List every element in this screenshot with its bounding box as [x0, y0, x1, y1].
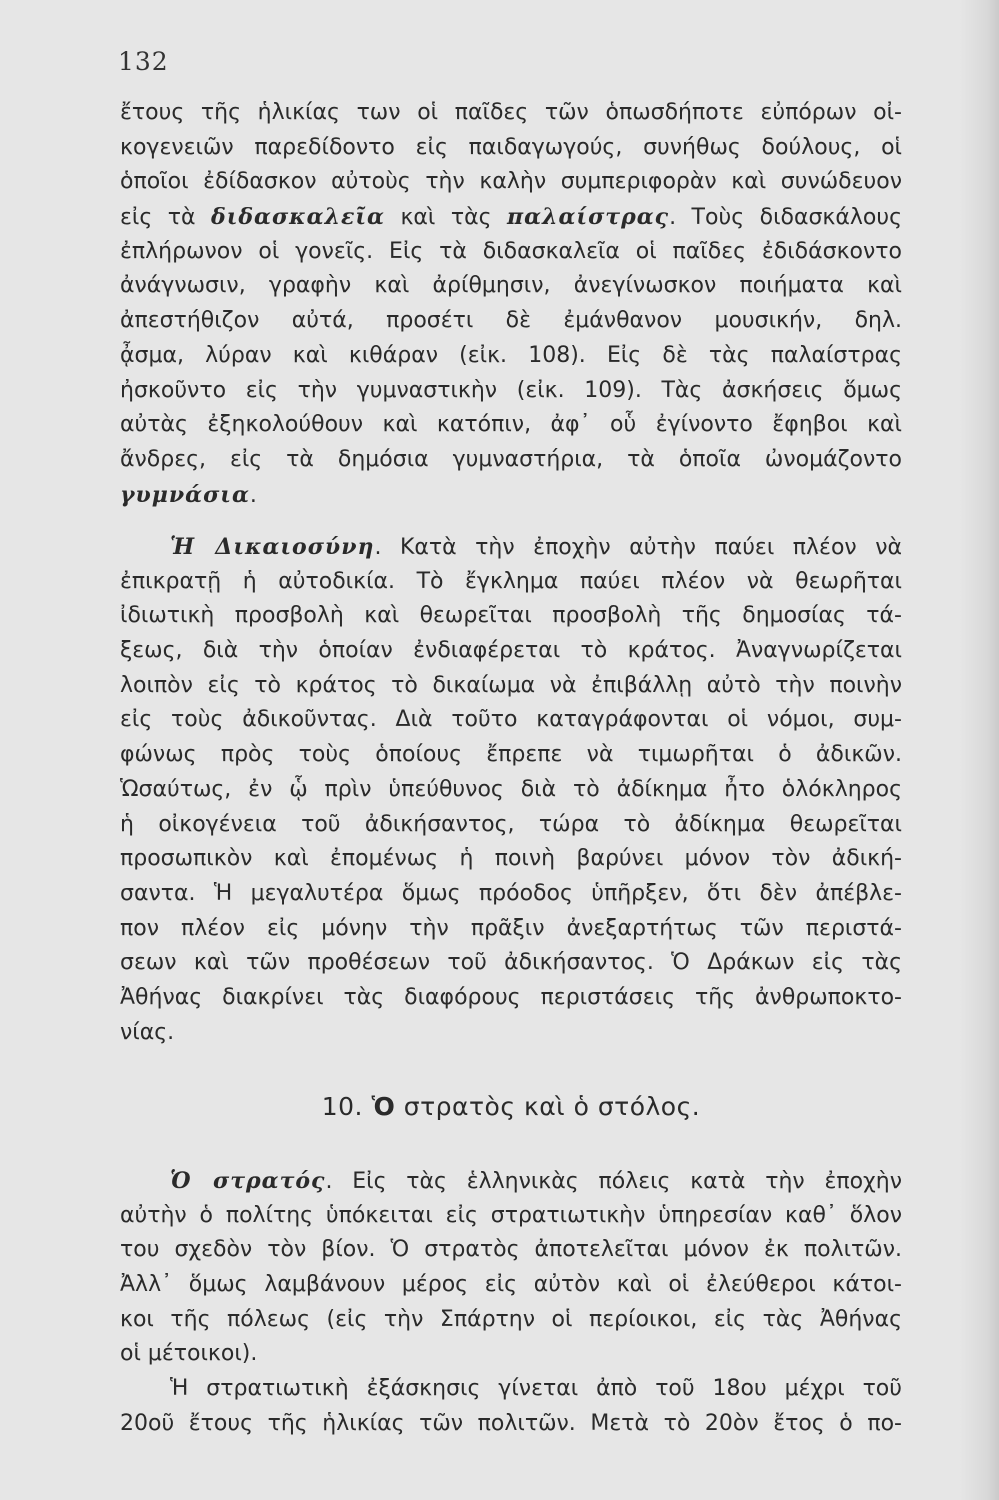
text-line: αὐτὰς ἐξηκολούθουν καὶ κατόπιν, ἀφ᾿ οὗ ἐγίνοντο ἔφηβοι καὶ [120, 412, 902, 438]
page-number: 132 [118, 47, 169, 76]
paragraph-justice [120, 530, 902, 1050]
section-title: στρατὸς καὶ ὁ στόλος. [403, 1092, 701, 1121]
paragraph-education [120, 96, 902, 512]
text-line: ξεως, διὰ τὴν ὁποίαν ἐνδιαφέρεται τὸ κράτος. Ἀναγνωρίζεται [120, 638, 902, 664]
text-line: πον πλέον εἰς μόνην τὴν πρᾶξιν ἀνεξαρτήτως τῶν περιστά- [120, 915, 902, 941]
text-line: κογενειῶν παρεδίδοντο εἰς παιδαγωγούς, συνήθως δούλους, οἱ [120, 134, 902, 160]
text-line: λοιπὸν εἰς τὸ κράτος τὸ δικαίωμα νὰ ἐπιβάλλῃ αὐτὸ τὴν ποινὴν [120, 672, 902, 698]
section-subheading: Ἡ Δικαιοσύνη [170, 534, 375, 560]
text-line: Ὡσαύτως, ἐν ᾧ πρὶν ὑπεύθυνος διὰ τὸ ἀδίκημα ἦτο ὁλόκληρος [120, 776, 902, 802]
text-line: Ἀθήνας διακρίνει τὰς διαφόρους περιστάσεις τῆς ἀνθρωποκτο- [120, 984, 902, 1010]
text-line: ἡ οἰκογένεια τοῦ ἀδικήσαντος, τώρα τὸ ἀδίκημα θεωρεῖται [120, 811, 902, 837]
text-line: Ἀλλ᾿ ὅμως λαμβάνουν μέρος εἰς αὐτὸν καὶ οἱ ἐλεύθεροι κάτοι- [120, 1272, 902, 1298]
text-line: προσωπικὸν καὶ ἐπομένως ἡ ποινὴ βαρύνει μόνον τὸν ἀδική- [120, 846, 902, 872]
text-line: ἠσκοῦντο εἰς τὴν γυμναστικὴν (εἰκ. 109). Τὰς ἀσκήσεις ὅμως [120, 377, 902, 403]
text-line: νίας. [120, 1019, 175, 1045]
paragraph-army [120, 1164, 902, 1442]
emphasized-term: παλαίστρας [507, 204, 670, 231]
text-line: οἱ μέτοικοι). [120, 1341, 258, 1367]
text-line: αὐτὴν ὁ πολίτης ὑπόκειται εἰς στρατιωτικὴν ὑπηρεσίαν καθ᾿ ὅλον [120, 1202, 902, 1228]
text-line: ᾆσμα, λύραν καὶ κιθάραν (εἰκ. 108). Εἰς δὲ τὰς παλαίστρας [120, 342, 902, 368]
text-line: σαντα. Ἡ μεγαλυτέρα ὅμως πρόοδος ὑπῆρξεν, ὅτι δὲν ἀπέβλε- [120, 880, 902, 906]
text-line: ὁποῖοι ἐδίδασκον αὐτοὺς τὴν καλὴν συμπεριφορὰν καὶ συνώδευον [120, 169, 902, 195]
text-line: ἐπλήρωνον οἱ γονεῖς. Εἰς τὰ διδασκαλεῖα οἱ παῖδες ἐδιδάσκοντο [120, 238, 902, 264]
section-heading [120, 1092, 902, 1121]
section-subheading: Ὁ στρατός [170, 1168, 326, 1194]
emphasized-term: διδασκαλεῖα [211, 204, 385, 231]
section-article: Ὁ [371, 1092, 396, 1121]
page-edge-shadow [959, 0, 999, 1500]
text-line: Ἡ Δικαιοσύνη. Κατὰ τὴν ἐποχὴν αὐτὴν παύει πλέον νὰ [170, 534, 902, 560]
text-line: γυμνάσια. [120, 481, 257, 508]
section-number: 10. [321, 1092, 364, 1121]
text-line: εἰς τοὺς ἀδικοῦντας. Διὰ τοῦτο καταγράφονται οἱ νόμοι, συμ- [120, 707, 902, 733]
text-line: Ἡ στρατιωτικὴ ἐξάσκησις γίνεται ἀπὸ τοῦ 18ου μέχρι τοῦ [170, 1376, 902, 1402]
text-line: ἀνάγνωσιν, γραφὴν καὶ ἀρίθμησιν, ἀνεγίνωσκον ποιήματα καὶ [120, 273, 902, 299]
emphasized-term: γυμνάσια [120, 481, 250, 508]
text-line: κοι τῆς πόλεως (εἰς τὴν Σπάρτην οἱ περίοικοι, εἰς τὰς Ἀθήνας [120, 1306, 902, 1332]
text-line: ἰδιωτικὴ προσβολὴ καὶ θεωρεῖται προσβολὴ τῆς δημοσίας τά- [120, 603, 902, 629]
text-line: του σχεδὸν τὸν βίον. Ὁ στρατὸς ἀποτελεῖται μόνον ἐκ πολιτῶν. [120, 1237, 902, 1263]
text-line: 20οῦ ἔτους τῆς ἡλικίας τῶν πολιτῶν. Μετὰ τὸ 20ὸν ἔτος ὁ πο- [120, 1410, 902, 1436]
text-line: σεων καὶ τῶν προθέσεων τοῦ ἀδικήσαντος. Ὁ Δράκων εἰς τὰς [120, 950, 902, 976]
text-line: ἄνδρες, εἰς τὰ δημόσια γυμναστήρια, τὰ ὁποῖα ὠνομάζοντο [120, 446, 902, 472]
text-line: ἔτους τῆς ἡλικίας των οἱ παῖδες τῶν ὁπωσδήποτε εὐπόρων οἰ- [120, 100, 902, 125]
text-line: εἰς τὰ διδασκαλεῖα καὶ τὰς παλαίστρας. Τοὺς διδασκάλους [120, 204, 902, 231]
text-line: ἐπικρατῇ ἡ αὐτοδικία. Τὸ ἔγκλημα παύει πλέον νὰ θεωρῆται [120, 568, 902, 594]
text-line: φώνως πρὸς τοὺς ὁποίους ἔπρεπε νὰ τιμωρῆται ὁ ἀδικῶν. [120, 742, 902, 768]
text-line: ἀπεστήθιζον αὐτά, προσέτι δὲ ἐμάνθανον μουσικήν, δηλ. [120, 308, 902, 334]
text-line: Ὁ στρατός. Εἰς τὰς ἑλληνικὰς πόλεις κατὰ τὴν ἐποχὴν [170, 1168, 902, 1194]
